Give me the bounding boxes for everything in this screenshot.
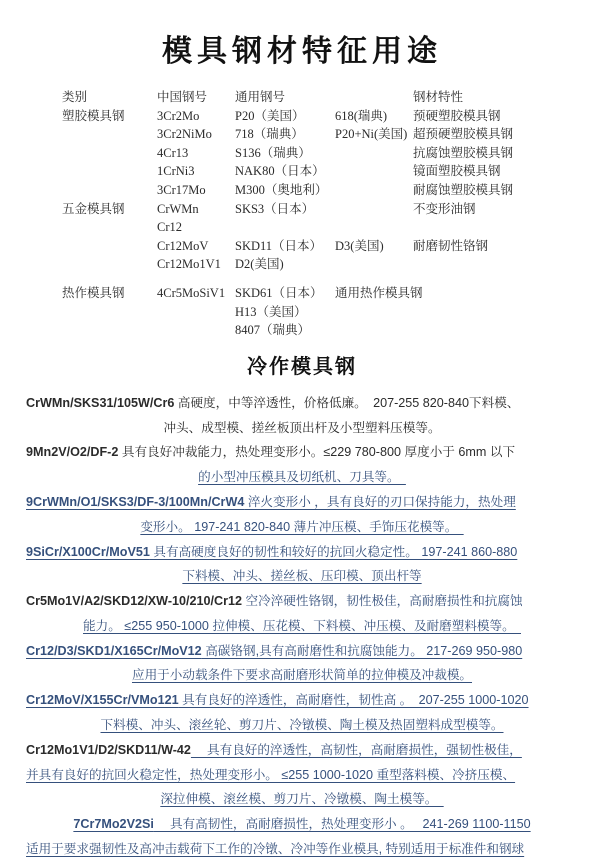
cell-cn — [157, 321, 235, 340]
table-row — [62, 218, 594, 237]
cell-feature: 超预硬塑胶模具钢 — [413, 127, 514, 142]
steel-description: 具有良好的淬透性，高韧性，高耐磨损性，强韧性极佳， — [190, 742, 522, 757]
table-header-row — [62, 88, 594, 107]
paragraph-line: 下料模、冲头、搓丝板、压印模、顶出杆等 — [182, 569, 422, 584]
cell-category — [62, 218, 157, 237]
cell-category — [62, 303, 157, 322]
cell-general-1: NAK80（日本） — [235, 164, 325, 179]
cell-feature: 镜面塑胶模具钢 — [413, 164, 501, 179]
steel-description: 高硬度，中等淬透性，价格低廉。 207-255 820-840下料模、 — [174, 395, 520, 410]
cell-general-2 — [335, 321, 413, 340]
paragraph-line: 冲头、成型模、搓丝板顶出杆及小型塑料压模等。 — [163, 420, 441, 435]
cell-feature: 抗腐蚀塑胶模具钢 — [413, 145, 514, 160]
cell-category: 塑胶模具钢 — [62, 108, 125, 123]
cell-cn: 1CrNi3 — [157, 164, 195, 179]
paragraph-line — [26, 738, 578, 763]
steel-description: 具有高硬度良好的韧性和较好的抗回火稳定性。 197-241 860-880 — [149, 544, 518, 559]
cell-feature: 预硬塑胶模具钢 — [413, 108, 501, 123]
cell-general-1: SKD61（日本） — [235, 285, 323, 300]
table-row — [62, 284, 594, 303]
cell-general-2 — [335, 218, 413, 237]
cell-category — [62, 162, 157, 181]
paragraph-line — [26, 589, 578, 614]
cell-feature — [413, 218, 594, 237]
cell-general-1: P20（美国） — [235, 108, 305, 123]
document-page — [0, 26, 604, 857]
cell-general-2 — [335, 144, 413, 163]
cell-general-1: H13（美国） — [235, 304, 307, 319]
cell-general-1: SKS3（日本） — [235, 201, 315, 216]
steel-grade-heading: Cr12MoV/X155Cr/VMo121 — [26, 693, 179, 708]
cell-feature: 耐磨韧性铬钢 — [413, 238, 489, 253]
cell-general-2: 618(瑞典) — [335, 108, 388, 123]
paragraph-line — [26, 812, 578, 837]
cell-category: 热作模具钢 — [62, 285, 125, 300]
cell-cn: 3Cr2NiMo — [157, 127, 212, 142]
paragraph-line — [26, 391, 578, 416]
cell-cn: 3Cr2Mo — [157, 108, 200, 123]
cell-general-1: D2(美国) — [235, 257, 284, 272]
steel-grade-heading: 9SiCr/X100Cr/MoV51 — [26, 544, 150, 559]
steel-grade-heading: 9CrWMn/O1/SKS3/DF-3/100Mn/CrW4 — [26, 494, 245, 509]
steel-grade-heading: 7Cr7Mo2V2Si — [73, 817, 154, 832]
table-gap — [62, 274, 594, 284]
header-feature: 钢材特性 — [413, 90, 464, 104]
table-row — [62, 303, 594, 322]
steel-grade-heading: 9Mn2V/O2/DF-2 — [26, 445, 119, 460]
cell-feature: 耐腐蚀塑胶模具钢 — [413, 182, 514, 197]
cell-cn: 4Cr5MoSiV1 — [157, 285, 226, 300]
cell-cn: Cr12Mo1V1 — [157, 257, 221, 272]
cell-general-1: S136（瑞典） — [235, 145, 311, 160]
cell-feature: 不变形油钢 — [413, 201, 476, 216]
cell-feature — [413, 321, 594, 340]
cell-general-2: P20+Ni(美国) — [335, 127, 408, 142]
cell-category — [62, 181, 157, 200]
steel-grade-heading: Cr5Mo1V/A2/SKD12/XW-10/210/Cr12 — [26, 594, 243, 609]
paragraph-line — [26, 440, 578, 465]
table-row — [62, 144, 594, 163]
cell-general-2 — [335, 303, 413, 322]
cell-category: 五金模具钢 — [62, 201, 125, 216]
cell-category — [62, 144, 157, 163]
cell-category — [62, 125, 157, 144]
cell-general-2 — [335, 181, 413, 200]
cell-category — [62, 321, 157, 340]
cell-general-2: D3(美国) — [335, 238, 384, 253]
cell-general-2 — [335, 200, 413, 219]
table-row — [62, 321, 594, 340]
header-cn-grade: 中国钢号 — [157, 90, 208, 104]
cell-general-2 — [335, 255, 413, 274]
table-row — [62, 200, 594, 219]
paragraph-line: 变形小。 197-241 820-840 薄片冲压模、手饰压花模等。 — [140, 519, 464, 534]
cell-general-1: 8407（瑞典） — [235, 323, 311, 338]
paragraph-line — [26, 688, 578, 713]
table-row — [62, 255, 594, 274]
header-category: 类别 — [62, 90, 88, 104]
table-row — [62, 107, 594, 126]
header-empty — [335, 88, 413, 107]
table-row — [62, 125, 594, 144]
paragraph-line: 的小型冲压模具及切纸机、刀具等。 — [198, 470, 406, 485]
steel-grade-table — [62, 88, 594, 340]
cell-general-1: M300（奥地利） — [235, 182, 328, 197]
cell-cn: CrWMn — [157, 201, 199, 216]
cell-cn — [157, 303, 235, 322]
cell-category — [62, 255, 157, 274]
steel-description: 具有高韧性，高耐磨损性，热处理变形小 。 241-269 1100-1150 — [153, 817, 531, 832]
paragraph-line: 能力。 ≤255 950-1000 拉伸模、压花模、下料模、冲压模、及耐磨塑料模等。 — [83, 618, 521, 633]
paragraph-line: 深拉伸模、滚丝模、剪刀片、冷镦模、陶土模等。 — [160, 792, 444, 807]
table-row — [62, 237, 594, 256]
steel-description-paragraphs — [26, 391, 578, 862]
paragraph-line: 并具有良好的抗回火稳定性，热处理变形小。 ≤255 1000-1020 重型落料模、冷挤压模、 — [26, 767, 516, 782]
cell-cn: Cr12 — [157, 220, 182, 235]
section-title-cold-work-steel: 冷作模具钢 — [247, 355, 357, 378]
paragraph-line — [26, 639, 578, 664]
table-row — [62, 162, 594, 181]
page-title: 模具钢材特征用途 — [162, 35, 442, 68]
paragraph-line — [26, 490, 578, 515]
cell-general-1: SKD11（日本） — [235, 238, 323, 253]
steel-description: 具有良好冲裁能力，热处理变形小。≤229 780-800 厚度小于 6mm 以下 — [118, 445, 516, 460]
paragraph-line — [26, 540, 578, 565]
paragraph-line: 下料模、冲头、滚丝轮、剪刀片、冷镦模、陶土模及热固塑料成型模等。 — [100, 718, 504, 733]
cell-cn: 3Cr17Mo — [157, 182, 206, 197]
cell-general-2: 通用热作模具钢 — [335, 285, 423, 300]
steel-description: 具有良好的淬透性，高耐磨性，韧性高 。 207-255 1000-1020 — [178, 693, 529, 708]
steel-description: 高碳铬钢,具有高耐磨性和抗腐蚀能力。 217-269 950-980 — [201, 643, 523, 658]
cell-feature — [413, 255, 594, 274]
steel-grade-heading: CrWMn/SKS31/105W/Cr6 — [26, 395, 175, 410]
steel-grade-heading: Cr12/D3/SKD1/X165Cr/MoV12 — [26, 643, 202, 658]
table-row — [62, 181, 594, 200]
steel-grade-heading: Cr12Mo1V1/D2/SKD11/W-42 — [26, 742, 191, 757]
cell-general-1 — [235, 218, 335, 237]
cell-general-1: 718（瑞典） — [235, 127, 304, 142]
steel-description: 淬火变形小 ，具有良好的刃口保持能力，热处理 — [244, 494, 516, 509]
cell-cn: 4Cr13 — [157, 145, 189, 160]
cell-cn: Cr12MoV — [157, 238, 209, 253]
cell-category — [62, 237, 157, 256]
paragraph-line: 应用于小动载条件下要求高耐磨形状简单的拉伸模及冲裁模。 — [131, 668, 473, 683]
steel-description: 空冷淬硬性铬钢，韧性极佳，高耐磨损性和抗腐蚀 — [242, 594, 523, 609]
header-general-grade: 通用钢号 — [235, 90, 286, 104]
paragraph-line: 适用于要求强韧性及高冲击载荷下工作的冷镦、冷冲等作业模具, 特别适用于标准件和钢球 — [26, 842, 525, 857]
cell-general-2 — [335, 162, 413, 181]
cell-feature — [413, 303, 594, 322]
